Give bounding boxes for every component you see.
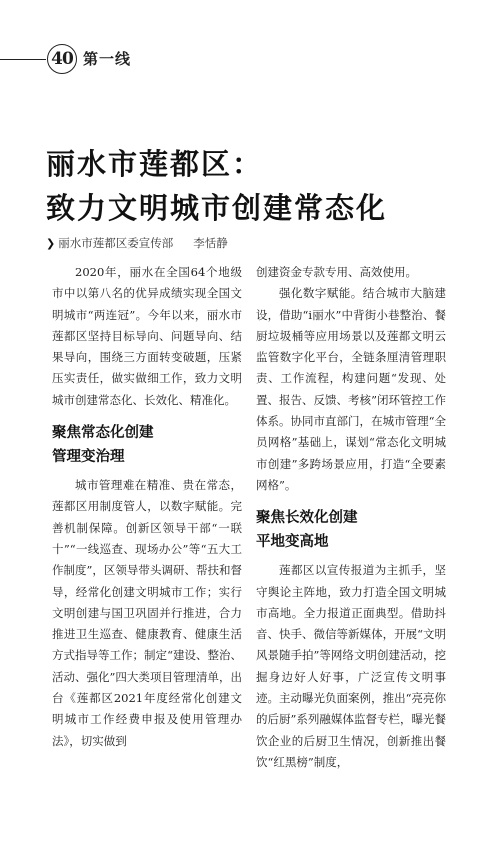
section1-heading [52,421,242,469]
section1-heading-line2: 管理变治理 [52,449,125,466]
intro-paragraph: 2020年，丽水在全国64个地级市中以第八名的优异成绩实现全国文明城市“两连冠”。今年以来，丽水市莲都区坚持目标导向、问题导向、结果导向，围绕三方面转变破题，压紧压实责任，做实做细工作，致力文明城市创建常态化、长效化、精准化。 [52,265,242,407]
byline [46,235,228,251]
section-name: 第一线 [83,50,132,68]
section2-heading-line1: 聚焦长效化创建 [256,510,358,527]
body-column-left [52,262,242,752]
page-number: 40 [47,44,77,74]
section1-heading-line1: 聚焦常态化创建 [52,425,154,442]
article-title-line2: 致力文明城市创建常态化 [46,191,388,225]
article-title-line1: 丽水市莲都区： [46,147,264,181]
section2-paragraph: 莲都区以宣传报道为主抓手，坚守舆论主阵地，致力打造全国文明城市高地。全力报道正面典型。借助抖音、快手、微信等新媒体，开展“文明风景随手拍”等网络文明创建活动，挖掘身边好人好事，广泛宣传文明事迹。主动曝光负面案例，推出“亮亮你的后厨”系列融媒体监督专栏，曝光餐饮企业的后厨卫生情况，创新推出餐饮“红黑榜”制度， [256,563,446,769]
chevron-right-icon: ❯ [46,236,56,250]
section2-heading-line2: 平地变高地 [256,534,329,551]
section1-paragraph2: 强化数字赋能。结合城市大脑建设，借助“i丽水”中背街小巷整治、餐厨垃圾桶等应用场景以及莲都文明云监管数字化平台，全链条厘清管理职责、工作流程，构建问题“发现、处置、报告、反馈、考核”闭环管控工作体系。协同市直部门，在城市管理“全员网格”基础上，谋划“常态化文明城市创建”多跨场景应用，打造“全要素网格”。 [256,286,446,492]
section1-paragraph-continued: 创建资金专款专用、高效使用。 [256,265,417,279]
section1-paragraph: 城市管理难在精准、贵在常态，莲都区用制度管人，以数字赋能。完善机制保障。创新区领导干部“一联十”“一线巡查、现场办公”等“五大工作制度”，区领导带头调研、帮扶和督导，经常化创建文明城市工作；实行文明创建与国卫巩固并行推进，合力推进卫生巡查、健康教育、健康生活方式指导等工作；制定“建设、整治、活动、强化”四大类项目管理清单，出台《莲都区2021年度经常化创建文明城市工作经费申报及使用管理办法》，切实做到 [52,478,242,748]
header-rule [0,59,46,60]
section2-heading [256,506,446,554]
body-column-right [256,262,446,773]
byline-author: 李恬静 [193,236,228,250]
byline-org: 丽水市莲都区委宣传部 [58,236,174,250]
